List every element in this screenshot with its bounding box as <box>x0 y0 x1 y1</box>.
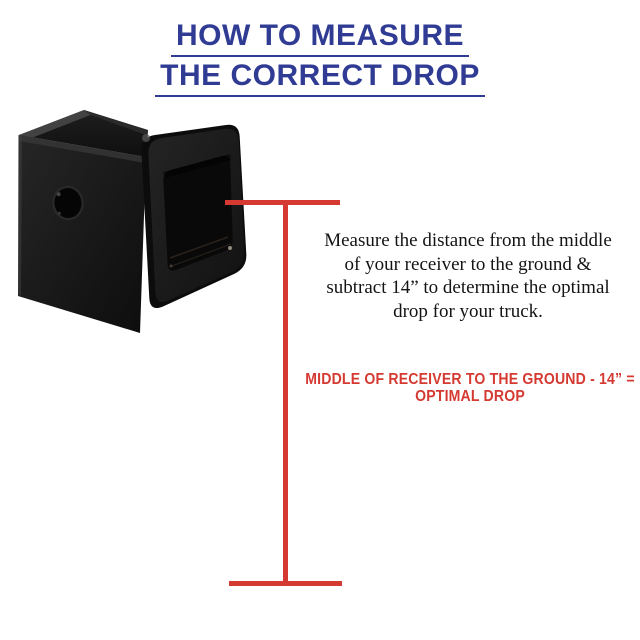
measurement-bottom-cap <box>229 581 342 586</box>
title-row-1 <box>0 19 640 59</box>
flange-corner-glint <box>142 134 150 142</box>
hitch-body-front-face <box>18 135 146 333</box>
hitch-receiver-image <box>0 100 280 345</box>
instruction-line-3: subtract 14” to determine the optimal <box>326 277 610 298</box>
instruction-text <box>308 229 628 323</box>
opening-floor-glint <box>170 265 173 268</box>
title-row-2 <box>0 59 640 99</box>
title-line-1: HOW TO MEASURE <box>171 19 469 57</box>
callout-line-1: MIDDLE OF RECEIVER TO THE GROUND - 14” = <box>305 371 635 388</box>
callout-line-2: OPTIMAL DROP <box>415 387 525 405</box>
title-line-2: THE CORRECT DROP <box>155 59 485 97</box>
formula-callout <box>280 372 640 405</box>
opening-corner-glint <box>228 246 232 250</box>
page-title <box>0 19 640 99</box>
instruction-line-1: Measure the distance from the middle <box>324 230 612 251</box>
instruction-line-4: drop for your truck. <box>393 300 543 322</box>
instruction-line-2: of your receiver to the ground & <box>344 253 592 275</box>
